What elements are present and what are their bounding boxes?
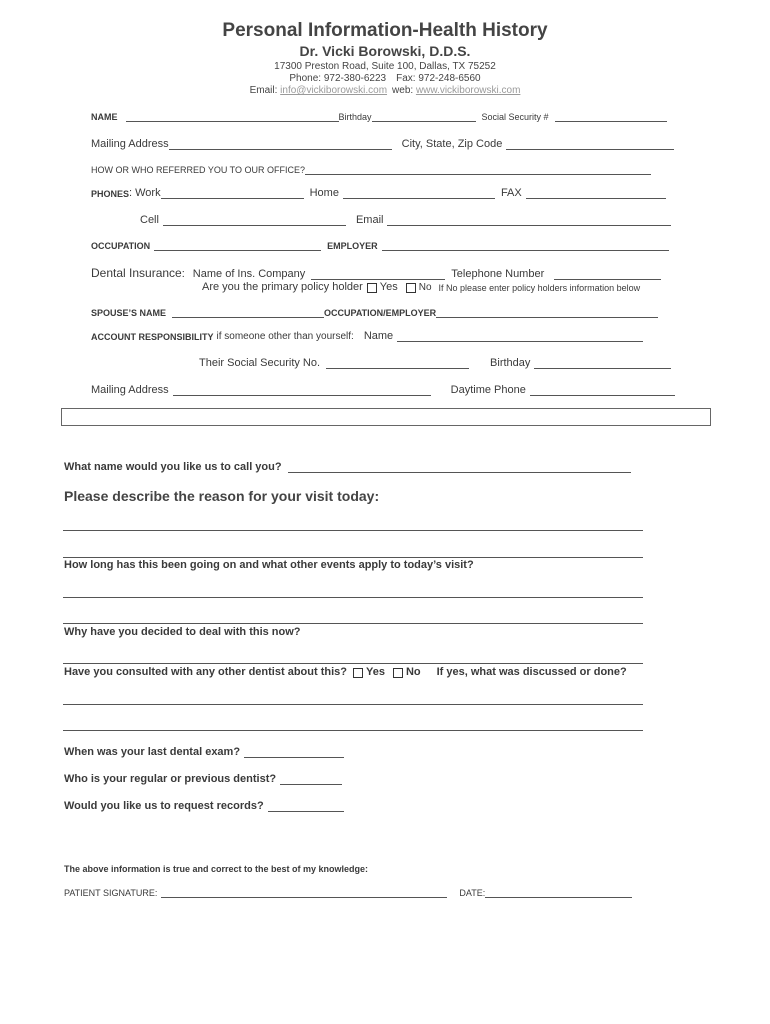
reason-heading: Please describe the reason for your visit today: [64, 488, 380, 504]
callname-row [64, 461, 631, 473]
phones-row [91, 187, 666, 199]
regular-label: Who is your regular or previous dentist? [64, 773, 277, 785]
signature-row [64, 886, 632, 898]
city-field[interactable] [506, 138, 674, 150]
regular-row [64, 773, 342, 785]
callname-label: What name would you like us to call you? [64, 461, 282, 473]
records-field[interactable] [268, 800, 344, 812]
consulted-no-label: No [405, 666, 421, 678]
account-label: ACCOUNT RESPONSIBILITY [91, 332, 214, 342]
phones-label: PHONES [91, 189, 130, 199]
occupation-label: OCCUPATION [91, 241, 151, 251]
city-label: City, State, Zip Code [401, 138, 503, 150]
primary-row [202, 281, 640, 293]
reason-line-2[interactable] [63, 557, 643, 558]
insurance-colon: : [181, 268, 185, 280]
page-title: Personal Information-Health History [222, 20, 548, 41]
email-field-label: Email [355, 214, 384, 226]
fax-field[interactable] [526, 187, 666, 199]
primary-question: Are you the primary policy holder [202, 281, 363, 293]
account-phone-field[interactable] [530, 384, 675, 396]
work-phone-field[interactable] [161, 187, 304, 199]
spouse-occ-label: OCCUPATION/EMPLOYER [324, 308, 437, 318]
why-label: Why have you decided to deal with this now? [64, 626, 301, 638]
account-phone-label: Daytime Phone [450, 384, 526, 396]
fax-text: Fax: 972-248-6560 [396, 73, 481, 84]
primary-no-label: No [418, 282, 432, 293]
name-row [91, 110, 667, 122]
primary-no-checkbox[interactable] [406, 283, 416, 293]
account-note: if someone other than yourself: [216, 331, 354, 342]
account-name-field[interactable] [397, 330, 643, 342]
referred-label: HOW OR WHO REFERRED YOU TO OUR OFFICE? [91, 165, 306, 175]
consulted-label: Have you consulted with any other dentist about this? [64, 666, 347, 678]
employer-label: EMPLOYER [327, 241, 378, 251]
consulted-no-checkbox[interactable] [393, 668, 403, 678]
telephone-field[interactable] [554, 268, 661, 280]
lastexam-label: When was your last dental exam? [64, 746, 241, 758]
home-phone-field[interactable] [343, 187, 495, 199]
separator-box [61, 408, 711, 426]
home-label: Home [309, 187, 339, 199]
account-birthday-label: Birthday [490, 357, 531, 369]
ssn-label: Social Security # [481, 112, 549, 122]
spouse-occ-field[interactable] [436, 306, 658, 318]
office-address: 17300 Preston Road, Suite 100, Dallas, TX 75252 [274, 61, 496, 72]
lastexam-row [64, 746, 344, 758]
account-birthday-field[interactable] [534, 357, 671, 369]
email-label: Email: [249, 85, 278, 96]
account-row [91, 330, 643, 342]
occupation-field[interactable] [154, 239, 321, 251]
cell-row [140, 214, 671, 226]
signature-label: PATIENT SIGNATURE: [64, 888, 158, 898]
account-ssn-row [199, 357, 671, 369]
account-mailing-label: Mailing Address [91, 384, 169, 396]
insurance-row [91, 266, 661, 280]
primary-yes-label: Yes [379, 281, 398, 293]
occupation-row [91, 239, 669, 251]
callname-field[interactable] [288, 461, 631, 473]
insurance-label: Dental Insurance [91, 266, 182, 280]
referred-field[interactable] [305, 163, 651, 175]
howlong-line-2[interactable] [63, 623, 643, 624]
referred-row [91, 163, 651, 175]
statement: The above information is true and correct to the best of my knowledge: [64, 864, 369, 874]
cell-field[interactable] [163, 214, 346, 226]
telephone-label: Telephone Number [451, 268, 545, 280]
name-label: NAME [91, 112, 118, 122]
lastexam-field[interactable] [244, 746, 344, 758]
date-label: DATE: [459, 888, 486, 898]
doctor-name: Dr. Vicki Borowski, D.D.S. [299, 43, 471, 59]
spouse-name-label: SPOUSE’S NAME [91, 308, 167, 318]
ins-company-field[interactable] [311, 268, 445, 280]
birthday-field[interactable] [372, 110, 476, 122]
records-label: Would you like us to request records? [64, 800, 264, 812]
phone-text: Phone: 972-380-6223 [289, 73, 387, 84]
consulted-line-2[interactable] [63, 730, 643, 731]
records-row [64, 800, 344, 812]
ifyes-label: If yes, what was discussed or done? [436, 666, 627, 678]
account-name-label: Name [363, 330, 394, 342]
account-mailing-row [91, 384, 675, 396]
name-field[interactable] [126, 110, 339, 122]
mailing-label: Mailing Address [91, 138, 169, 150]
ssn-field[interactable] [555, 110, 667, 122]
consulted-yes-checkbox[interactable] [353, 668, 363, 678]
web-link[interactable]: www.vickiborowski.com [415, 85, 521, 96]
consulted-row [64, 666, 627, 678]
employer-field[interactable] [382, 239, 669, 251]
primary-note: If No please enter policy holders information below [438, 283, 641, 293]
contact-phone-fax [0, 73, 770, 84]
consulted-line-1[interactable] [63, 704, 643, 705]
howlong-line-1[interactable] [63, 597, 643, 598]
account-ssn-field[interactable] [326, 357, 469, 369]
howlong-label: How long has this been going on and what other events apply to today’s visit? [64, 559, 474, 571]
spouse-row [91, 306, 658, 318]
birthday-label: Birthday [338, 112, 372, 122]
spouse-name-field[interactable] [172, 306, 324, 318]
account-ssn-label: Their Social Security No. [199, 357, 321, 369]
fax-label: FAX [500, 187, 522, 199]
reason-line-1[interactable] [63, 530, 643, 531]
consulted-yes-label: Yes [365, 666, 385, 678]
signature-field[interactable] [161, 886, 447, 898]
ins-company-label: Name of Ins. Company [192, 268, 306, 280]
contact-email-web [0, 85, 770, 96]
mailing-row [91, 138, 674, 150]
regular-field[interactable] [280, 773, 342, 785]
why-line[interactable] [63, 663, 643, 664]
date-field[interactable] [485, 886, 632, 898]
work-label: : Work [129, 187, 161, 199]
email-field[interactable] [387, 214, 671, 226]
mailing-field[interactable] [169, 138, 392, 150]
email-link[interactable]: info@vickiborowski.com [280, 85, 388, 96]
cell-label: Cell [140, 214, 159, 226]
web-label: web: [392, 85, 414, 96]
primary-yes-checkbox[interactable] [367, 283, 377, 293]
account-mailing-field[interactable] [173, 384, 431, 396]
